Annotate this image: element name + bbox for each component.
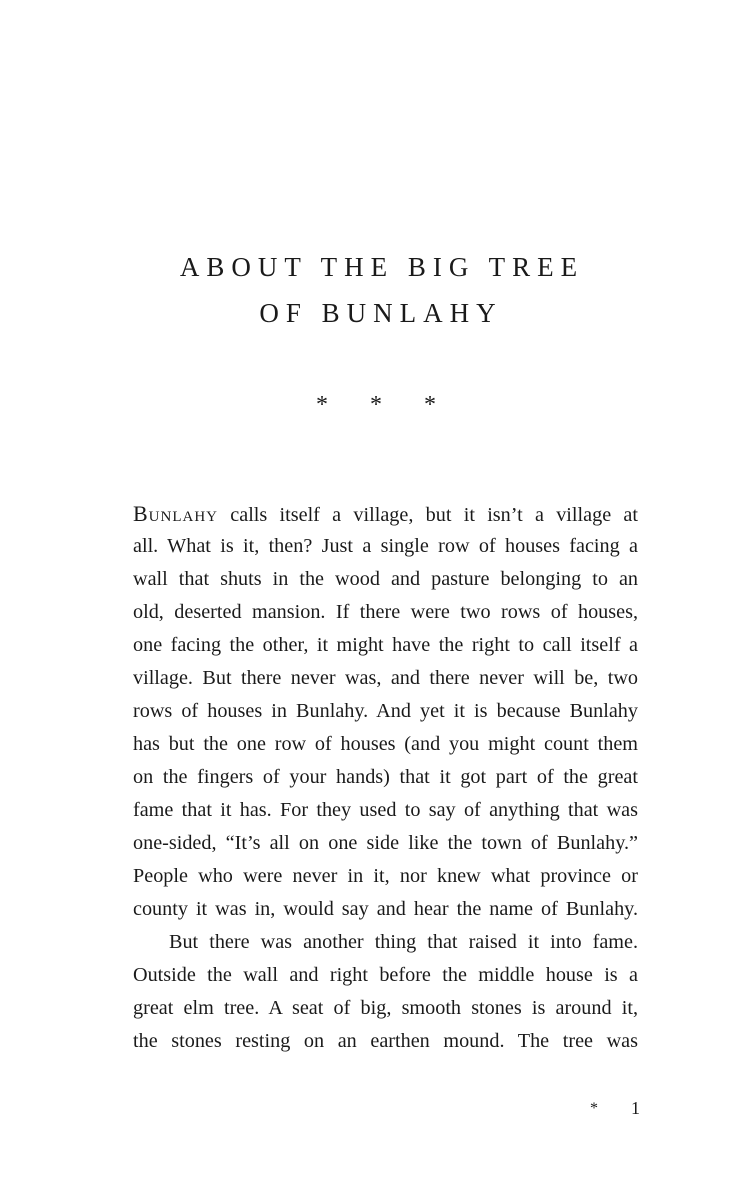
body-line-12: People who were never in it, nor knew what province or	[133, 865, 638, 887]
page-number: 1	[631, 1098, 640, 1118]
body-line-4: old, deserted mansion. If there were two rows of houses,	[133, 601, 638, 623]
body-line-10: fame that it has. For they used to say of anything that was	[133, 799, 638, 821]
body-line-15: Outside the wall and right before the middle house is a	[133, 964, 638, 986]
body-line-7: rows of houses in Bunlahy. And yet it is because Bunlahy	[133, 700, 638, 722]
body-line-16: great elm tree. A seat of big, smooth stones is around it,	[133, 997, 638, 1019]
body-line-14-paragraph-start: But there was another thing that raised it into fame.	[169, 931, 638, 953]
chapter-body-text	[133, 497, 638, 1058]
body-line-11: one-sided, “It’s all on one side like the town of Bunlahy.”	[133, 832, 638, 854]
body-line-8: has but the one row of houses (and you might count them	[133, 733, 638, 755]
chapter-title-line-1: ABOUT THE BIG TREE	[179, 252, 585, 282]
body-line-5: one facing the other, it might have the right to call itself a	[133, 634, 638, 656]
body-line-17: the stones resting on an earthen mound. The tree was	[133, 1030, 638, 1052]
body-line-6: village. But there never was, and there never will be, two	[133, 667, 638, 689]
body-line-1-text: calls itself a village, but it isn’t a village at	[218, 504, 638, 526]
body-line-13: county it was in, would say and hear the name of Bunlahy.	[133, 898, 638, 920]
body-line-3: wall that shuts in the wood and pasture belonging to an	[133, 568, 638, 590]
body-line-9: on the fingers of your hands) that it got part of the great	[133, 766, 638, 788]
body-line-2: all. What is it, then? Just a single row of houses facing a	[133, 535, 638, 557]
section-ornament-asterisks: * * *	[316, 392, 454, 418]
asterisk-ornament-icon: *	[590, 1100, 598, 1117]
drop-lead-word: Bunlahy	[133, 501, 218, 526]
chapter-title-line-2: OF BUNLAHY	[259, 298, 503, 328]
body-line-1	[133, 497, 638, 530]
